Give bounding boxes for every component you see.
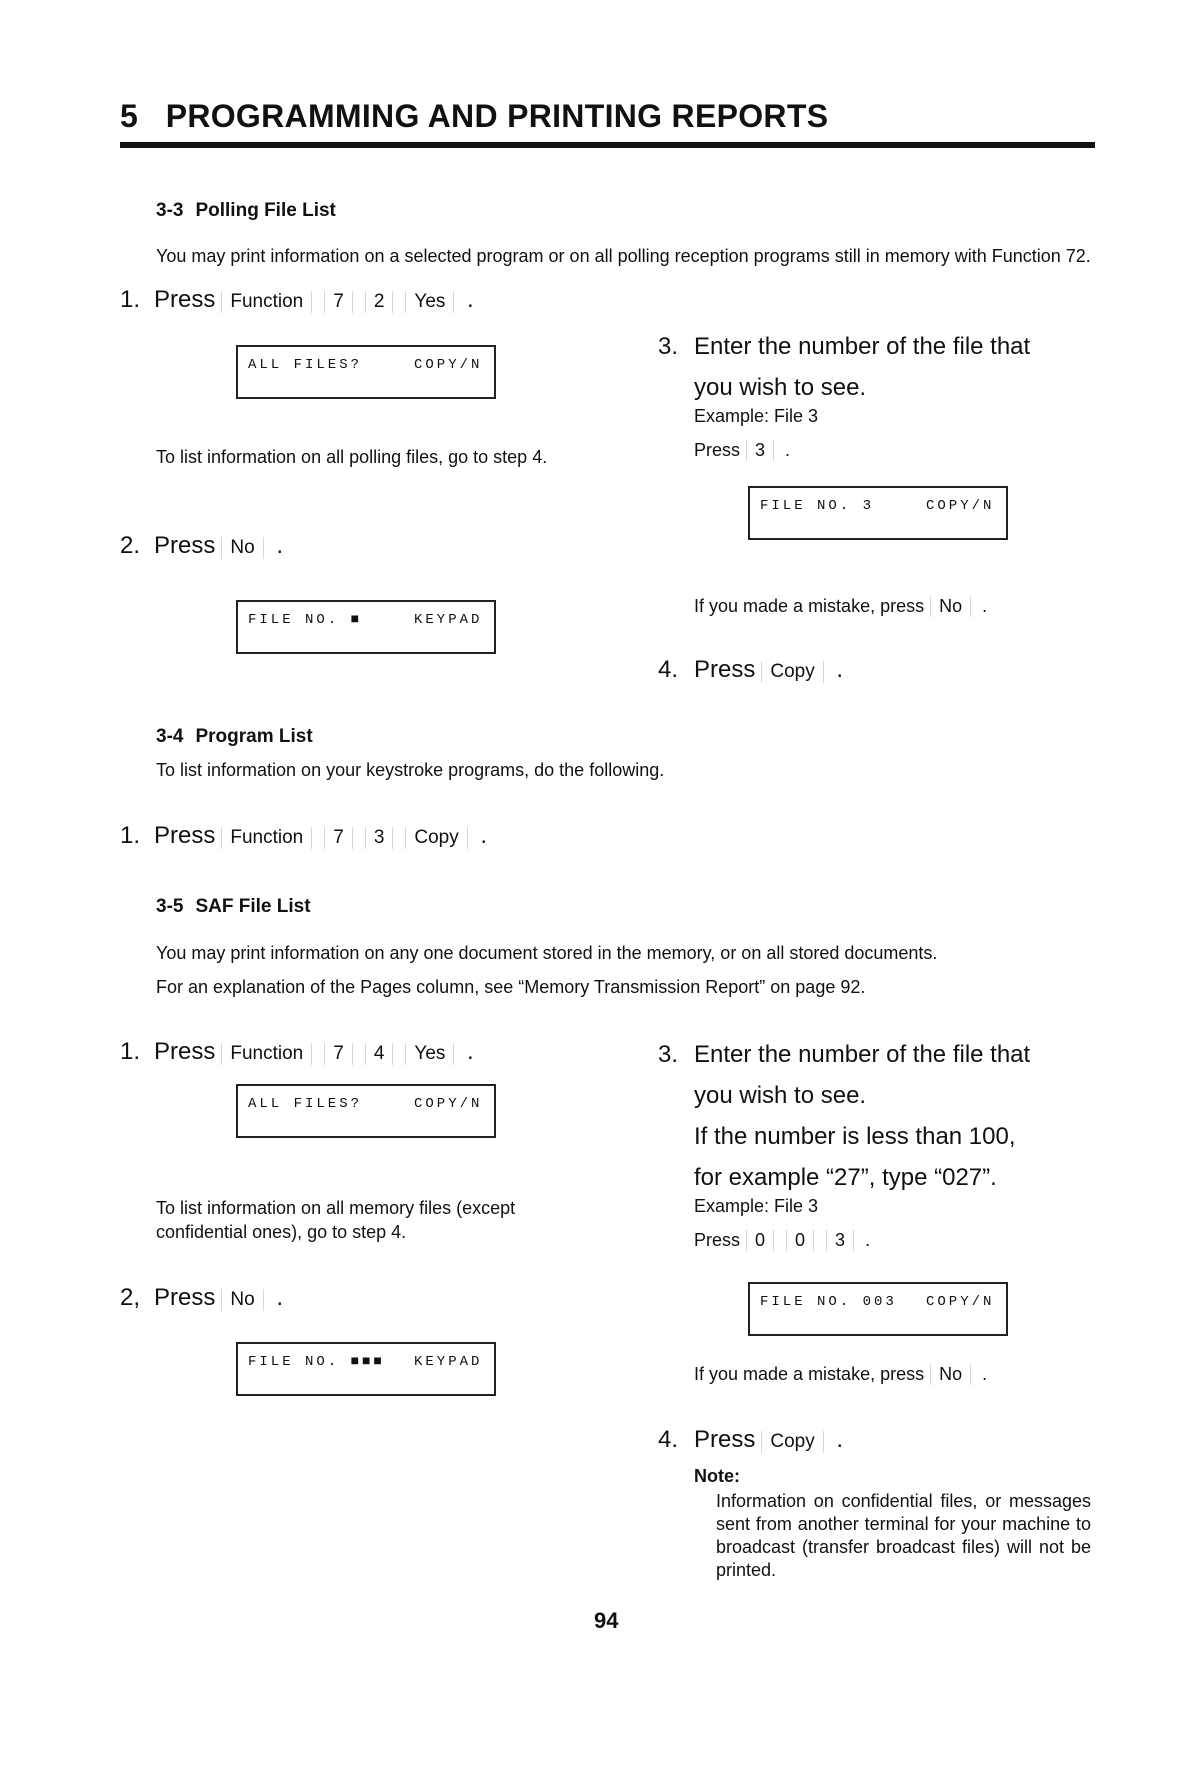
function-key[interactable]: Function [221,827,312,849]
chapter-number: 5 [120,98,139,134]
s33-step-4: 4. Press Copy . [658,656,844,683]
section-3-3-heading [156,200,336,222]
function-key[interactable]: Function [221,1043,312,1065]
yes-key[interactable]: Yes [405,1043,454,1065]
header-rule [120,142,1095,148]
no-key[interactable]: No [930,1364,971,1385]
s35-step-3: 3. Enter the number of the file that you wish to see. If the number is less than 100, for example “27”, type “027”. [658,1041,1031,1191]
key-2[interactable]: 2 [365,291,394,313]
no-key[interactable]: No [221,1289,263,1311]
section-3-3-intro: You may print information on a selected program or on all polling reception programs still in memory with Function 72. [156,246,1091,266]
s35-step-1: 1. Press Function 7 4 Yes . [120,1038,474,1065]
copy-key[interactable]: Copy [761,1431,823,1453]
note-heading: Note: [694,1466,740,1486]
chapter-heading: PROGRAMMING AND PRINTING REPORTS [165,98,829,134]
lcd-display: ALL FILES? COPY/N [236,1084,496,1138]
s33-mistake: If you made a mistake, press No . [694,596,988,616]
s35-step-4: 4. Press Copy . [658,1426,844,1453]
lcd-display: FILE NO. ■ KEYPAD [236,600,496,654]
section-3-5-heading: 3-5 SAF File List [156,896,311,917]
key-7[interactable]: 7 [324,1043,353,1065]
lcd-display: ALL FILES? COPY/N [236,345,496,399]
key-7[interactable]: 7 [324,291,353,313]
s35-press-003: Press 0 0 3 . [694,1230,871,1250]
s35-mistake: If you made a mistake, press No . [694,1364,988,1384]
section-title: Polling File List [195,200,336,221]
page-number: 94 [594,1608,619,1633]
s35-all-files-note: To list information on all memory files (except confidential ones), go to step 4. [156,1198,516,1242]
copy-key[interactable]: Copy [761,661,823,683]
key-4[interactable]: 4 [365,1043,394,1065]
s33-step-2: 2. Press No . [120,532,283,559]
note-body: Information on confidential files, or messages sent from another terminal for your machine to broadcast (transfer broadcast files) will not be printed. [716,1491,1091,1580]
lcd-display: FILE NO. 003 COPY/N [748,1282,1008,1336]
s35-example: Example: File 3 [694,1196,819,1216]
key-3[interactable]: 3 [826,1230,854,1251]
section-number: 3-3 [156,200,184,221]
s33-example: Example: File 3 [694,406,819,426]
chapter-title [120,98,828,135]
no-key[interactable]: No [930,596,971,617]
lcd-display: FILE NO. ■■■ KEYPAD [236,1342,496,1396]
s33-all-files-note: To list information on all polling files, go to step 4. [156,447,548,467]
section-3-4-heading: 3-4 Program List [156,726,313,747]
s35-step-2: 2, Press No . [120,1284,283,1311]
s34-step-1: 1. Press Function 7 3 Copy . [120,822,488,849]
section-3-4-intro: To list information on your keystroke programs, do the following. [156,760,665,780]
key-0[interactable]: 0 [746,1230,774,1251]
section-3-5-intro: You may print information on any one document stored in the memory, or on all stored documents. For an explanation of the Pages column, see “Memory Transmission Report” on page 92. [156,943,938,997]
s33-step-3: 3. Enter the number of the file that you wish to see. [658,333,1031,401]
function-key[interactable]: Function [221,291,312,313]
key-3[interactable]: 3 [746,440,774,461]
yes-key[interactable]: Yes [405,291,454,313]
s33-step-1: 1. Press Function 7 2 Yes . [120,286,474,313]
key-3[interactable]: 3 [365,827,394,849]
copy-key[interactable]: Copy [405,827,467,849]
lcd-display: FILE NO. 3 COPY/N [748,486,1008,540]
no-key[interactable]: No [221,537,263,559]
s33-press-3: Press 3 . [694,440,791,460]
key-7[interactable]: 7 [324,827,353,849]
key-0[interactable]: 0 [786,1230,814,1251]
